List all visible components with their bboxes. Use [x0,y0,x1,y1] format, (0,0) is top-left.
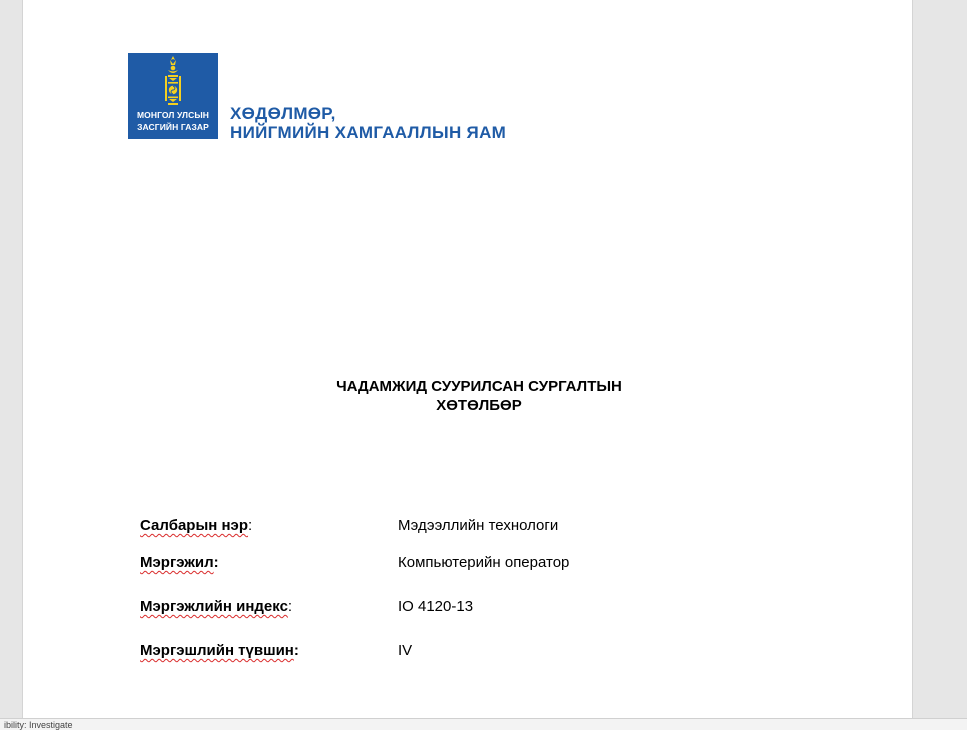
field-label [140,554,219,571]
logo-caption-line2: ЗАСГИЙН ГАЗАР [137,122,209,132]
field-label [140,598,292,615]
logo-caption [128,109,218,133]
field-label [140,642,299,659]
government-logo [128,53,218,139]
status-bar-text[interactable]: ibility: Investigate [4,720,73,730]
field-value: Мэдээллийн технологи [398,517,559,534]
ministry-name [230,104,506,142]
document-title-line1: ЧАДАМЖИД СУУРИЛСАН СУРГАЛТЫН [336,378,622,395]
document-title [23,377,935,415]
field-value: IV [398,642,413,659]
document-page [22,0,913,718]
soyombo-emblem-icon [163,55,183,109]
field-colon: : [293,642,299,659]
ministry-name-line1: ХӨДӨЛМӨР, [230,104,336,123]
logo-caption-line1: МОНГОЛ УЛСЫН [137,110,209,120]
field-label [140,517,252,534]
ministry-name-line2: НИЙГМИЙН ХАМГААЛЛЫН ЯАМ [230,123,507,142]
field-value: IO 4120-13 [398,598,474,615]
field-label-text: Мэргэжлийн индекс [140,598,288,615]
field-colon: : [287,598,293,615]
field-label-text: Мэргэжил [140,554,214,571]
field-colon: : [213,554,219,571]
field-label-text: Салбарын нэр [140,517,249,534]
document-title-line2: ХӨТӨЛБӨР [436,397,522,414]
field-label-text: Мэргэшлийн түвшин [140,642,294,659]
field-colon: : [248,517,253,534]
status-bar [0,718,967,730]
field-value: Компьютерийн оператор [398,554,570,571]
